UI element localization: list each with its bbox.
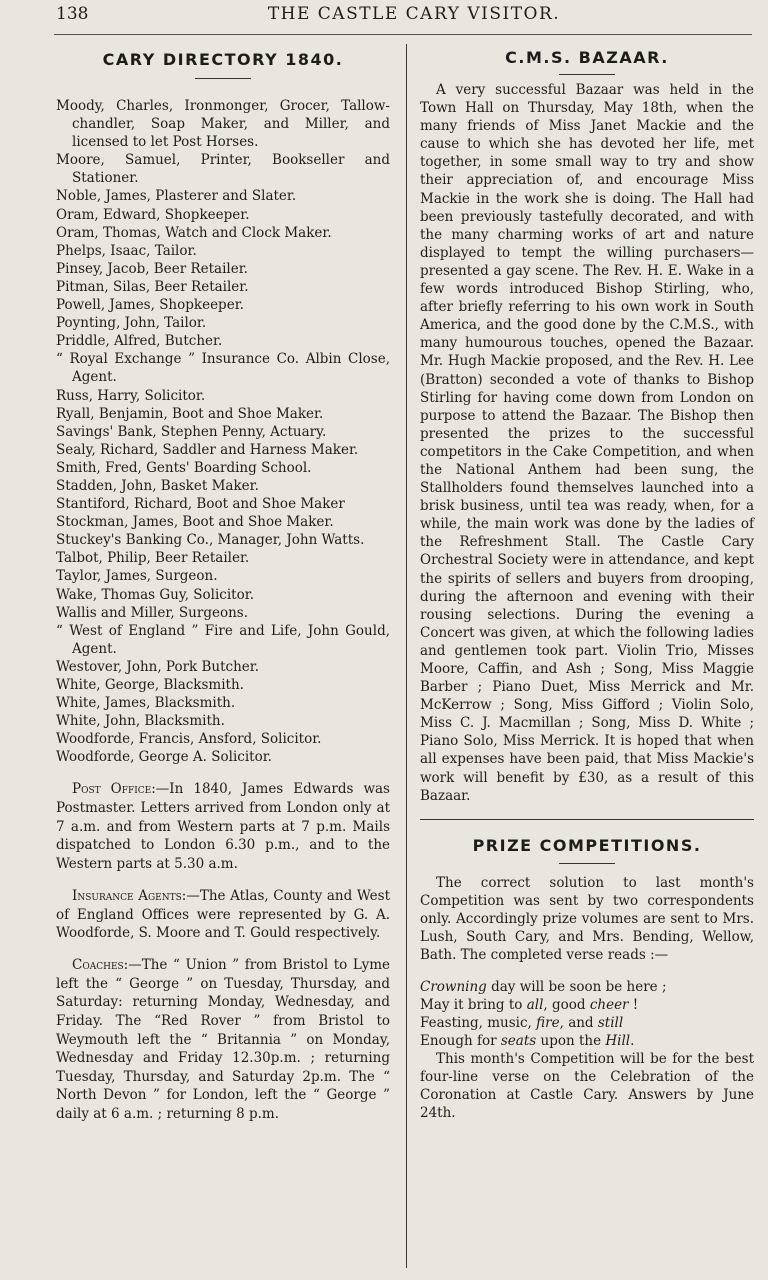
- prize-title-rule: [559, 863, 615, 864]
- verse-text: Feasting, music,: [420, 1014, 537, 1031]
- verse-italic: seats: [500, 1033, 537, 1049]
- directory-entry: Sealy, Richard, Saddler and Harness Maker.: [56, 441, 359, 458]
- coaches-note: [56, 956, 390, 1123]
- directory-entry: Pinsey, Jacob, Beer Retailer.: [56, 260, 248, 277]
- directory-entry: Priddle, Alfred, Butcher.: [56, 333, 223, 350]
- post-office-lead: Post Office:: [72, 781, 156, 798]
- verse-line: [420, 1014, 754, 1032]
- directory-entry: Woodforde, George A. Solicitor.: [56, 749, 272, 766]
- directory-entry: White, John, Blacksmith.: [56, 713, 225, 730]
- directory-entry: White, James, Blacksmith.: [56, 695, 236, 712]
- directory-entry: Noble, James, Plasterer and Slater.: [56, 188, 297, 205]
- coaches-text: —The “ Union ” from Bristol to Lyme left the “ George ” on Tuesday, Thursday, and Saturday: returning Monday, Wednesday, and Friday. The “Red Rover ” from Bristol to Weymouth left the “ Britannia ” on Monday, Wednesday and Friday 12.30p.m. ; returning Tuesday, Thursday, and Saturday 2p.m. The “ North Devon ” for London, left the “ George ” daily at 6 a.m. ; returning 8 p.m.: [56, 957, 390, 1122]
- directory-entry: Savings' Bank, Stephen Penny, Actuary.: [56, 423, 327, 440]
- news-column: [420, 40, 754, 1136]
- page-header: [0, 2, 768, 28]
- verse-italic: Hill: [605, 1033, 631, 1049]
- directory-entry: Phelps, Isaac, Tailor.: [56, 242, 197, 259]
- verse-text: May it bring to: [420, 996, 527, 1013]
- insurance-agents-lead: Insurance Agents:: [72, 887, 187, 904]
- directory-entry: White, George, Blacksmith.: [56, 677, 244, 693]
- directory-entry: Poynting, John, Tailor.: [56, 315, 207, 332]
- directory-entry: Wake, Thomas Guy, Solicitor.: [56, 586, 254, 603]
- directory-entry: Oram, Thomas, Watch and Clock Maker.: [56, 224, 332, 241]
- running-title: THE CASTLE CARY VISITOR.: [267, 4, 561, 24]
- directory-entry: Oram, Edward, Shopkeeper.: [56, 206, 250, 223]
- bazaar-title: C.M.S. BAZAAR.: [505, 48, 669, 67]
- bazaar-title-rule: [559, 74, 615, 75]
- verse-italic: Crowning: [420, 978, 487, 995]
- title-rule: [195, 78, 251, 79]
- directory-entry: Stadden, John, Basket Maker.: [56, 477, 259, 494]
- directory-entry: Pitman, Silas, Beer Retailer.: [56, 278, 249, 295]
- directory-entry: “ West of England ” Fire and Life, John Gould, Agent.: [56, 622, 390, 657]
- verse-italic: fire: [536, 1014, 560, 1031]
- verse-text: !: [628, 996, 639, 1013]
- directory-column: [56, 50, 390, 1137]
- verse-text: , and: [559, 1014, 598, 1031]
- verse-text: day will be soon be here ;: [486, 978, 667, 995]
- directory-entry: Talbot, Philip, Beer Retailer.: [56, 550, 250, 567]
- directory-title: CARY DIRECTORY 1840.: [102, 50, 344, 69]
- verse-line: [420, 1032, 754, 1050]
- directory-entry: Woodforde, Francis, Ansford, Solicitor.: [56, 731, 322, 748]
- prize-title: PRIZE COMPETITIONS.: [472, 835, 702, 855]
- verse-text: Enough for: [420, 1033, 501, 1049]
- directory-entry: Moore, Samuel, Printer, Bookseller and Stationer.: [56, 152, 390, 187]
- post-office-text: —In 1840, James Edwards was Postmaster. Letters arrived from London only at 7 a.m. and from Western parts at 7 p.m. Mails dispatched to London 6.30 p.m., and to the Western parts at 5.30 a.m.: [56, 781, 390, 872]
- bazaar-text: A very successful Bazaar was held in the Town Hall on Thursday, May 18th, when the many friends of Miss Janet Mackie and the cause to which she has devoted her life, met together, in some small way to try and show their appreciation of, and encourage Miss Mackie in the work she is doing. The Hall had been previously tastefully decorated, and with the many charming works of art and nature displayed to tempt the willing purchasers—presented a gay scene. The Rev. H. E. Wake in a few words introduced Bishop Stirling, who, after briefly referring to his own work in South America, and the good done by the C.M.S., with many humourous touches, opened the Bazaar. Mr. Hugh Mackie proposed, and the Rev. H. Lee (Bratton) seconded a vote of thanks to Bishop Stirling for having come down from London on purpose to attend the Bazaar. The Bishop then presented the prizes to the successful competitors in the Cake Competition, and when the National Anthem had been sung, the Stallholders found themselves launched into a brisk business, until tea was ready, when, for a while, the main work was done by the ladies of the Refreshment Stall. The Castle Cary Orchestral Society were in attendance, and kept the spirits of sellers and buyers from drooping, during the afternoon and evening with their rousing selections. During the evening a Concert was given, at which the following ladies and gentlemen took part. Violin Trio, Misses Moore, Caffin, and Ash ; Song, Miss Maggie Barber ; Piano Duet, Miss Merrick and Mr. McKerrow ; Song, Miss Gifford ; Violin Solo, Miss C. J. Macmillan ; Song, Miss D. White ; Piano Solo, Miss Merrick. It is hoped that when all expenses have been paid, that Miss Mackie's work will benefit by £30, as a result of this Bazaar.: [420, 82, 754, 804]
- prize-intro: The correct solution to last month's Competition was sent by two correspondents only. Accordingly prize volumes are sent to Mrs. Lush, South Cary, and Mrs. Bending, Wellow, Bath. The completed verse reads :—: [420, 874, 754, 964]
- directory-entry: Stockman, James, Boot and Shoe Maker.: [56, 514, 334, 531]
- column-divider: [406, 44, 407, 1268]
- directory-entry: Taylor, James, Surgeon.: [56, 568, 218, 585]
- verse-line: [420, 978, 754, 996]
- header-rule: [54, 34, 752, 35]
- insurance-agents-note: [56, 887, 390, 943]
- prize-closing: This month's Competition will be for the best four-line verse on the Celebration of the Coronation at Castle Cary. Answers by June 24th.: [420, 1051, 754, 1122]
- directory-list: [56, 97, 390, 766]
- post-office-note: [56, 780, 390, 873]
- directory-entry: Powell, James, Shopkeeper.: [56, 297, 244, 314]
- verse-block: [420, 978, 754, 1050]
- directory-entry: Moody, Charles, Ironmonger, Grocer, Tallow-chandler, Soap Maker, and Miller, and licensed to let Post Horses.: [56, 98, 390, 151]
- directory-entry: “ Royal Exchange ” Insurance Co. Albin Close, Agent.: [56, 351, 390, 386]
- directory-entry: Stantiford, Richard, Boot and Shoe Maker: [56, 496, 345, 513]
- directory-entry: Westover, John, Pork Butcher.: [56, 658, 260, 675]
- section-separator: [420, 819, 754, 820]
- directory-entry: Russ, Harry, Solicitor.: [56, 387, 206, 404]
- verse-line: [420, 996, 754, 1014]
- directory-entry: Wallis and Miller, Surgeons.: [56, 604, 248, 621]
- verse-italic: cheer: [589, 996, 629, 1013]
- verse-italic: all: [526, 996, 544, 1013]
- directory-entry: Ryall, Benjamin, Boot and Shoe Maker.: [56, 405, 324, 422]
- directory-entry: Smith, Fred, Gents' Boarding School.: [56, 459, 312, 476]
- directory-entry: Stuckey's Banking Co., Manager, John Watts.: [56, 532, 365, 549]
- verse-text: .: [630, 1033, 635, 1049]
- verse-text: upon the: [536, 1033, 606, 1049]
- coaches-lead: Coaches:: [72, 957, 129, 974]
- verse-text: , good: [543, 996, 590, 1013]
- verse-italic: still: [597, 1014, 624, 1031]
- page-number: 138: [56, 4, 89, 24]
- insurance-agents-text: —The Atlas, County and West of England Offices were represented by G. A. Woodforde, S. Moore and T. Gould respectively.: [56, 887, 390, 942]
